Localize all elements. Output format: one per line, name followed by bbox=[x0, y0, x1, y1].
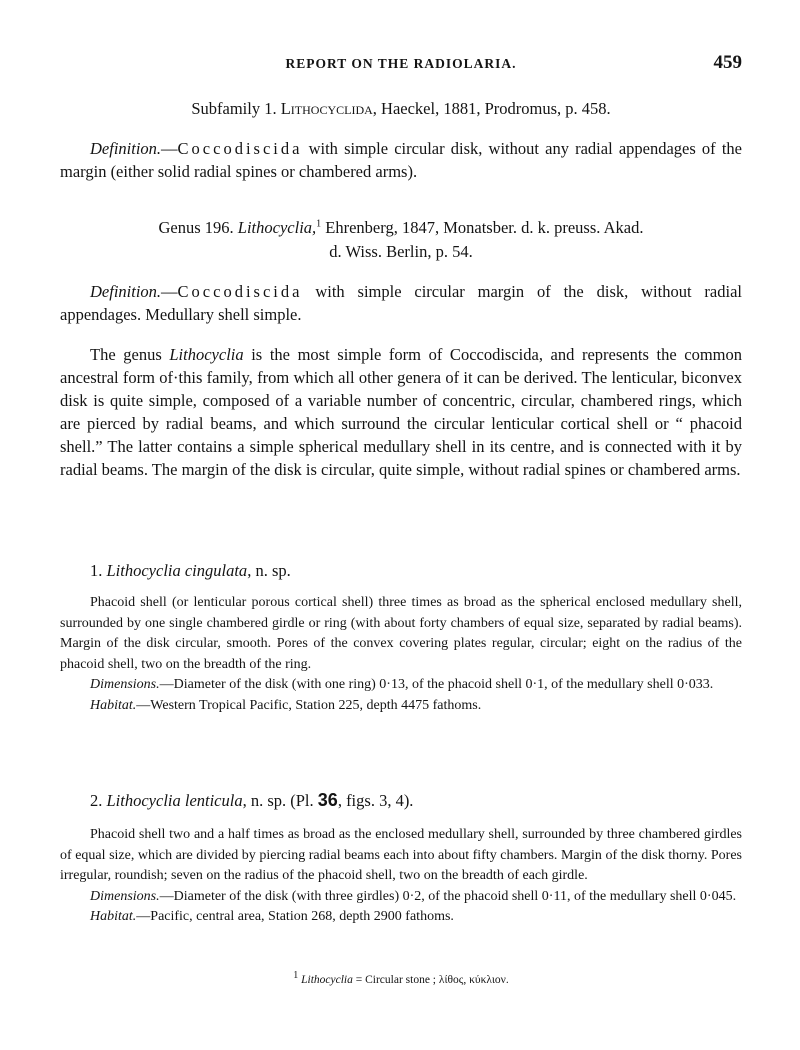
species-suffix: , n. sp. bbox=[247, 561, 291, 580]
genus-heading-line-1 bbox=[60, 216, 742, 240]
species-name: Lithocyclia lenticula bbox=[106, 791, 243, 810]
species-description: Phacoid shell (or lenticular porous cortical shell) three times as broad as the spherical enclosed medullary shell, surrounded by one single chambered girdle or ring (with about forty chambers of equal size, separated by radial beams). Margin of the disk circular, smooth. Pores of the convex covering plates regular, circular; eight on the radius of the phacoid shell, two on the breadth of the ring. bbox=[60, 595, 742, 672]
species-number: 1. bbox=[90, 561, 107, 580]
habitat-text: —Western Tropical Pacific, Station 225, depth 4475 fathoms. bbox=[136, 697, 482, 713]
definition-term: Coccodiscida bbox=[177, 282, 303, 301]
dimensions-text: —Diameter of the disk (with one ring) 0·13, of the phacoid shell 0·1, of the medullary shell 0·033. bbox=[159, 677, 714, 692]
species-2-body bbox=[60, 825, 742, 928]
dimensions-label: Dimensions. bbox=[90, 677, 160, 692]
running-title: REPORT ON THE RADIOLARIA. bbox=[285, 56, 517, 71]
species-habitat bbox=[60, 907, 742, 928]
genus-heading-line-2: d. Wiss. Berlin, p. 54. bbox=[329, 242, 473, 261]
species-figures: , figs. 3, 4). bbox=[337, 791, 414, 810]
species-description: Phacoid shell two and a half times as broad as the enclosed medullary shell, surrounded by three chambered girdles of equal size, which are divided by piercing radial beams each into about fifty chambers. Margin of the disk thorny. Pores irregular, roundish; seven on the radius of the phacoid shell, two on the breadth of each girdle. bbox=[60, 827, 742, 883]
footnote bbox=[60, 970, 742, 986]
species-number: 2. bbox=[90, 791, 107, 810]
subfamily-citation: , Haeckel, 1881, Prodromus, p. 458. bbox=[372, 99, 611, 118]
subfamily-name: Lithocyclida bbox=[280, 99, 373, 118]
dimensions-text: —Diameter of the disk (with three girdles) 0·2, of the phacoid shell 0·11, of the medullary shell 0·045. bbox=[159, 888, 737, 904]
dimensions-label: Dimensions. bbox=[90, 888, 160, 904]
species-2-heading bbox=[90, 789, 413, 812]
description-part-1: The genus bbox=[90, 345, 170, 364]
species-habitat bbox=[60, 696, 742, 717]
subfamily-heading bbox=[60, 97, 742, 121]
species-suffix: , n. sp. (Pl. bbox=[242, 791, 318, 810]
species-1-body bbox=[60, 593, 742, 716]
genus-description bbox=[60, 343, 742, 481]
footnote-term: Lithocyclia bbox=[301, 974, 353, 986]
species-dimensions bbox=[60, 675, 742, 696]
page-header bbox=[60, 52, 742, 76]
habitat-label: Habitat. bbox=[90, 697, 137, 713]
description-genus-name: Lithocyclia bbox=[169, 345, 244, 364]
definition-text: with simple circular disk, without any radial appendages of the margin (either solid radial spines or chambered arms). bbox=[60, 139, 742, 181]
genus-lead: Genus 196. bbox=[158, 218, 238, 237]
definition-label: Definition. bbox=[90, 282, 162, 301]
description-part-2: is the most simple form of Coccodiscida, and represents the common ancestral form of·this family, from which all other genera of it can be derived. The lenticular, biconvex disk is quite simple, composed of a variable number of concentric, circular, chambered rings, which are pierced by radial beams, and which surround the circular lenticular cortical shell or “ phacoid shell.” The latter contains a simple spherical medullary shell in its centre, and is connected with it by radial beams. The margin of the disk is circular, quite simple, without radial spines or chambered arms. bbox=[60, 345, 742, 479]
footnote-text: = Circular stone ; λίθος, κύκλιον. bbox=[352, 974, 509, 986]
genus-heading bbox=[60, 216, 742, 264]
genus-definition bbox=[60, 280, 742, 326]
species-dimensions bbox=[60, 887, 742, 908]
definition-dash: — bbox=[161, 139, 178, 158]
definition-label: Definition. bbox=[90, 139, 162, 158]
definition-dash: — bbox=[161, 282, 178, 301]
footnote-ref: 1 bbox=[316, 218, 322, 230]
plate-number: 36 bbox=[317, 790, 338, 810]
definition-text: with simple circular margin of the disk, without radial appendages. Medullary shell simple. bbox=[60, 282, 742, 324]
genus-name: Lithocyclia, bbox=[237, 218, 317, 237]
species-name: Lithocyclia cingulata bbox=[106, 561, 248, 580]
genus-citation: Ehrenberg, 1847, Monatsber. d. k. preuss. Akad. bbox=[321, 218, 644, 237]
footnote-marker: 1 bbox=[293, 970, 299, 982]
subfamily-lead: Subfamily 1. bbox=[191, 99, 281, 118]
definition-term: Coccodiscida bbox=[177, 139, 303, 158]
habitat-text: —Pacific, central area, Station 268, depth 2900 fathoms. bbox=[136, 909, 454, 924]
species-1-heading bbox=[90, 560, 291, 582]
subfamily-definition bbox=[60, 137, 742, 183]
habitat-label: Habitat. bbox=[90, 909, 137, 924]
page-number: 459 bbox=[713, 52, 742, 73]
